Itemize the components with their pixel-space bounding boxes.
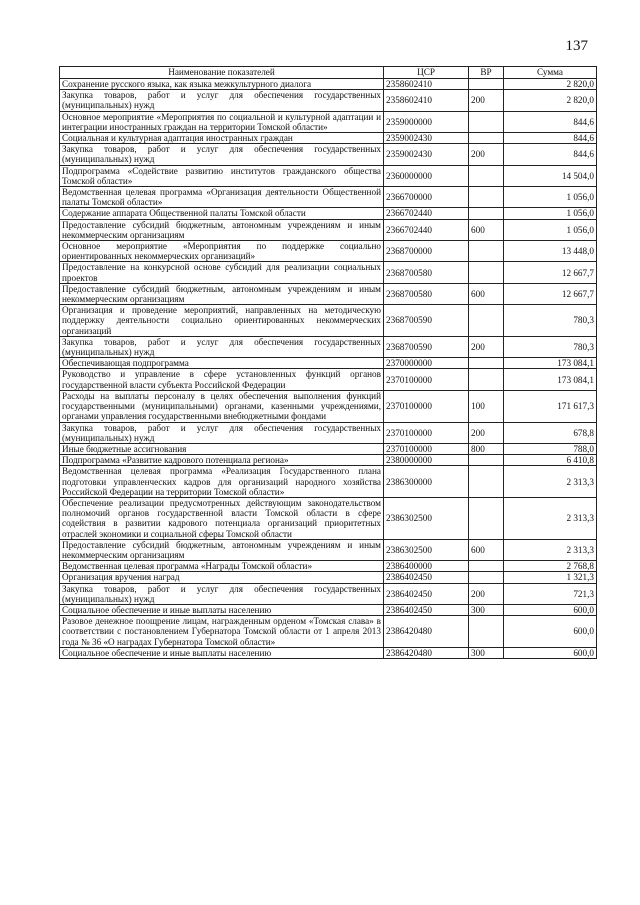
cell-name: Расходы на выплаты персоналу в целях обеспечения выполнения функций государственными (муниципальными) органами, казенными учреждениями, органами управления государственными внебюджетными фондами [60, 390, 384, 422]
header-csr: ЦСР [384, 67, 469, 79]
cell-vr: 600 [469, 539, 504, 560]
cell-vr: 800 [469, 443, 504, 454]
cell-vr: 200 [469, 144, 504, 165]
cell-sum: 788,0 [504, 443, 597, 454]
table-row [60, 647, 597, 658]
cell-sum: 844,6 [504, 111, 597, 132]
cell-sum: 2 820,0 [504, 79, 597, 90]
cell-vr [469, 497, 504, 539]
cell-csr: 2386302500 [384, 497, 469, 539]
cell-csr: 2386300000 [384, 466, 469, 498]
cell-name: Содержание аппарата Общественной палаты Томской области [60, 208, 384, 219]
table-row [60, 305, 597, 337]
table-row [60, 79, 597, 90]
table-row [60, 90, 597, 111]
table-row [60, 369, 597, 390]
cell-name: Закупка товаров, работ и услуг для обеспечения государственных (муниципальных) нужд [60, 90, 384, 111]
cell-csr: 2386302500 [384, 539, 469, 560]
table-row [60, 539, 597, 560]
cell-sum: 1 321,3 [504, 572, 597, 583]
cell-vr: 100 [469, 390, 504, 422]
cell-vr [469, 133, 504, 144]
cell-csr: 2359000000 [384, 111, 469, 132]
cell-vr: 200 [469, 90, 504, 111]
cell-vr [469, 262, 504, 283]
cell-csr: 2368700590 [384, 336, 469, 357]
table-row [60, 208, 597, 219]
header-name: Наименование показателей [60, 67, 384, 79]
cell-vr [469, 208, 504, 219]
cell-vr: 200 [469, 336, 504, 357]
table-row [60, 390, 597, 422]
table-row [60, 219, 597, 240]
cell-csr: 2370000000 [384, 358, 469, 369]
table-row [60, 583, 597, 604]
cell-sum: 600,0 [504, 616, 597, 648]
cell-name: Социальное обеспечение и иные выплаты населению [60, 647, 384, 658]
cell-csr: 2386420480 [384, 647, 469, 658]
cell-name: Иные бюджетные ассигнования [60, 443, 384, 454]
cell-csr: 2360000000 [384, 165, 469, 186]
cell-csr: 2366702440 [384, 208, 469, 219]
cell-csr: 2368700580 [384, 262, 469, 283]
cell-sum: 171 617,3 [504, 390, 597, 422]
cell-name: Подпрограмма «Содействие развитию институтов гражданского общества Томской области» [60, 165, 384, 186]
cell-sum: 600,0 [504, 604, 597, 615]
cell-vr [469, 111, 504, 132]
table-row [60, 283, 597, 304]
cell-name: Сохранение русского языка, как языка межкультурного диалога [60, 79, 384, 90]
cell-vr [469, 466, 504, 498]
cell-name: Предоставление на конкурсной основе субсидий для реализации социальных проектов [60, 262, 384, 283]
cell-vr [469, 616, 504, 648]
cell-vr: 200 [469, 422, 504, 443]
header-vr: ВР [469, 67, 504, 79]
cell-vr: 600 [469, 219, 504, 240]
cell-csr: 2368700000 [384, 241, 469, 262]
cell-vr [469, 369, 504, 390]
cell-name: Основное мероприятие «Мероприятия по социальной и культурной адаптации и интеграции иностранных граждан на территории Томской области» [60, 111, 384, 132]
cell-sum: 1 056,0 [504, 187, 597, 208]
table-row [60, 111, 597, 132]
cell-sum: 2 820,0 [504, 90, 597, 111]
cell-sum: 780,3 [504, 336, 597, 357]
cell-vr: 300 [469, 647, 504, 658]
cell-sum: 1 056,0 [504, 219, 597, 240]
cell-name: Организация вручения наград [60, 572, 384, 583]
cell-vr [469, 241, 504, 262]
table-row [60, 455, 597, 466]
table-row [60, 466, 597, 498]
cell-sum: 721,3 [504, 583, 597, 604]
header-sum: Сумма [504, 67, 597, 79]
cell-vr: 600 [469, 283, 504, 304]
cell-sum: 173 084,1 [504, 369, 597, 390]
budget-table [59, 66, 597, 659]
table-row [60, 358, 597, 369]
table-row [60, 165, 597, 186]
cell-csr: 2368700590 [384, 305, 469, 337]
cell-name: Предоставление субсидий бюджетным, автономным учреждениям и иным некоммерческим организациям [60, 283, 384, 304]
cell-vr [469, 165, 504, 186]
table-row [60, 262, 597, 283]
cell-vr [469, 455, 504, 466]
table-row [60, 187, 597, 208]
cell-csr: 2366700000 [384, 187, 469, 208]
table-row [60, 561, 597, 572]
cell-name: Закупка товаров, работ и услуг для обеспечения государственных (муниципальных) нужд [60, 144, 384, 165]
table-row [60, 144, 597, 165]
cell-sum: 12 667,7 [504, 283, 597, 304]
cell-sum: 6 410,8 [504, 455, 597, 466]
cell-csr: 2370100000 [384, 369, 469, 390]
cell-name: Социальное обеспечение и иные выплаты населению [60, 604, 384, 615]
cell-name: Основное мероприятие «Мероприятия по поддержке социально ориентированных некоммерческих организаций» [60, 241, 384, 262]
cell-sum: 2 313,3 [504, 539, 597, 560]
cell-sum: 678,8 [504, 422, 597, 443]
cell-name: Руководство и управление в сфере установленных функций органов государственной власти субъекта Российской Федерации [60, 369, 384, 390]
cell-name: Ведомственная целевая программа «Награды Томской области» [60, 561, 384, 572]
cell-vr [469, 358, 504, 369]
cell-name: Организация и проведение мероприятий, направленных на методическую поддержку деятельности социально ориентированных некоммерческих организаций [60, 305, 384, 337]
cell-vr [469, 572, 504, 583]
cell-sum: 844,6 [504, 144, 597, 165]
cell-csr: 2358602410 [384, 79, 469, 90]
cell-vr [469, 79, 504, 90]
table-header-row [60, 67, 597, 79]
cell-name: Предоставление субсидий бюджетным, автономным учреждениям и иным некоммерческим организациям [60, 219, 384, 240]
cell-csr: 2359002430 [384, 144, 469, 165]
cell-name: Обеспечение реализации предусмотренных действующим законодательством полномочий органов государственной власти Томской области в сфере содействия в развитии кадрового потенциала организаций приоритетных отраслей экономики и социальной сферы Томской области [60, 497, 384, 539]
cell-csr: 2370100000 [384, 443, 469, 454]
table-row [60, 133, 597, 144]
cell-name: Закупка товаров, работ и услуг для обеспечения государственных (муниципальных) нужд [60, 422, 384, 443]
cell-name: Закупка товаров, работ и услуг для обеспечения государственных (муниципальных) нужд [60, 336, 384, 357]
cell-sum: 13 448,0 [504, 241, 597, 262]
cell-csr: 2386402450 [384, 572, 469, 583]
table-row [60, 336, 597, 357]
cell-vr: 300 [469, 604, 504, 615]
cell-csr: 2366702440 [384, 219, 469, 240]
table-row [60, 422, 597, 443]
cell-name: Ведомственная целевая программа «Организация деятельности Общественной палаты Томской области» [60, 187, 384, 208]
cell-sum: 2 768,8 [504, 561, 597, 572]
cell-vr: 200 [469, 583, 504, 604]
table-row [60, 497, 597, 539]
cell-name: Закупка товаров, работ и услуг для обеспечения государственных (муниципальных) нужд [60, 583, 384, 604]
cell-csr: 2386402450 [384, 583, 469, 604]
cell-name: Разовое денежное поощрение лицам, награжденным орденом «Томская слава» в соответствии с постановлением Губернатора Томской области от 1 апреля 2013 года № 36 «О наградах Губернатора Томской области» [60, 616, 384, 648]
cell-sum: 600,0 [504, 647, 597, 658]
cell-name: Социальная и культурная адаптация иностранных граждан [60, 133, 384, 144]
cell-sum: 173 084,1 [504, 358, 597, 369]
cell-sum: 12 667,7 [504, 262, 597, 283]
cell-csr: 2358602410 [384, 90, 469, 111]
table-row [60, 443, 597, 454]
cell-name: Подпрограмма «Развитие кадрового потенциала региона» [60, 455, 384, 466]
cell-name: Предоставление субсидий бюджетным, автономным учреждениям и иным некоммерческим организациям [60, 539, 384, 560]
cell-sum: 1 056,0 [504, 208, 597, 219]
table-row [60, 604, 597, 615]
table-row [60, 616, 597, 648]
cell-vr [469, 561, 504, 572]
cell-sum: 2 313,3 [504, 466, 597, 498]
cell-sum: 14 504,0 [504, 165, 597, 186]
cell-name: Ведомственная целевая программа «Реализация Государственного плана подготовки управленческих кадров для организаций народного хозяйства Российской Федерации на территории Томской области» [60, 466, 384, 498]
cell-csr: 2370100000 [384, 422, 469, 443]
cell-name: Обеспечивающая подпрограмма [60, 358, 384, 369]
cell-csr: 2368700580 [384, 283, 469, 304]
cell-csr: 2359002430 [384, 133, 469, 144]
cell-csr: 2386400000 [384, 561, 469, 572]
cell-sum: 2 313,3 [504, 497, 597, 539]
cell-csr: 2386420480 [384, 616, 469, 648]
cell-vr [469, 187, 504, 208]
cell-sum: 844,6 [504, 133, 597, 144]
cell-sum: 780,3 [504, 305, 597, 337]
page-number: 137 [565, 38, 588, 54]
table-row [60, 241, 597, 262]
cell-csr: 2386402450 [384, 604, 469, 615]
cell-csr: 2370100000 [384, 390, 469, 422]
cell-csr: 2380000000 [384, 455, 469, 466]
cell-vr [469, 305, 504, 337]
table-row [60, 572, 597, 583]
